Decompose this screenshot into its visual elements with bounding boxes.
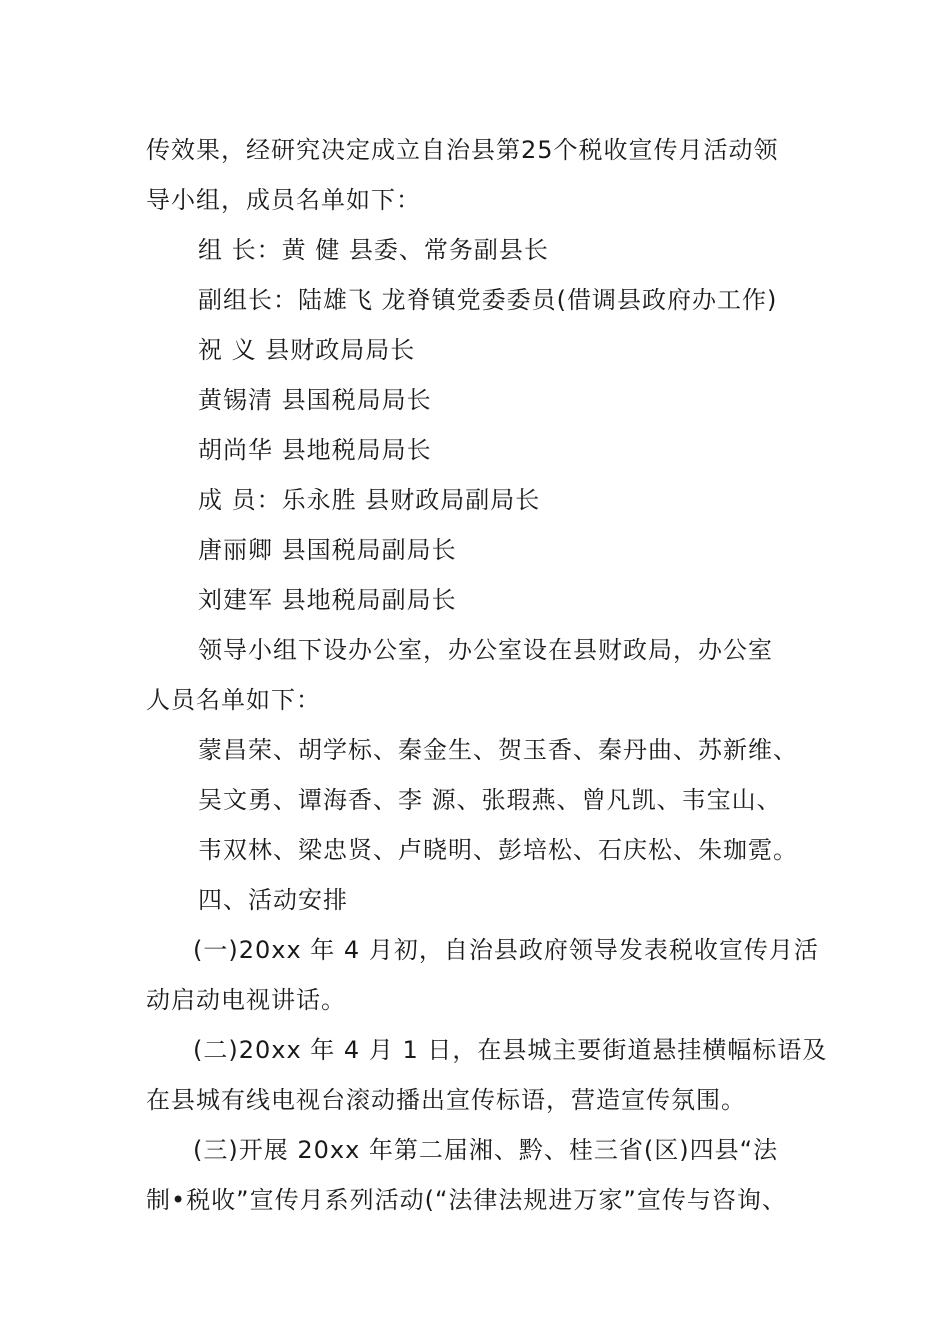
section-heading: 四、活动安排 xyxy=(198,886,348,914)
text-line: 成 员：乐永胜 县财政局副局长 xyxy=(198,486,541,514)
text-line: 韦双林、梁忠贤、卢晓明、彭培松、石庆松、朱珈霓。 xyxy=(198,836,798,864)
text-line: 动启动电视讲话。 xyxy=(146,986,346,1014)
text-line: (三)开展 20xx 年第二届湘、黔、桂三省(区)四县“法 xyxy=(193,1136,779,1164)
text-line: 唐丽卿 县国税局副局长 xyxy=(198,536,457,564)
text-line: 吴文勇、谭海香、李 源、张瑕燕、曾凡凯、韦宝山、 xyxy=(198,786,782,814)
text-line: (二)20xx 年 4 月 1 日，在县城主要街道悬挂横幅标语及 xyxy=(193,1036,828,1064)
text-line: 在县城有线电视台滚动播出宣传标语，营造宣传氛围。 xyxy=(146,1086,746,1114)
text-line: 祝 义 县财政局局长 xyxy=(198,336,416,364)
text-line: 胡尚华 县地税局局长 xyxy=(198,436,432,464)
text-line: 组 长：黄 健 县委、常务副县长 xyxy=(198,236,549,264)
text-line: 传效果，经研究决定成立自治县第25个税收宣传月活动领 xyxy=(146,136,779,164)
text-line: 人员名单如下： xyxy=(146,686,321,714)
text-line: (一)20xx 年 4 月初，自治县政府领导发表税收宣传月活 xyxy=(193,936,819,964)
text-line: 黄锡清 县国税局局长 xyxy=(198,386,432,414)
text-line: 领导小组下设办公室，办公室设在县财政局，办公室 xyxy=(198,636,773,664)
text-line: 刘建军 县地税局副局长 xyxy=(198,586,457,614)
text-line: 副组长：陆雄飞 龙脊镇党委委员(借调县政府办工作) xyxy=(198,286,778,314)
text-line: 制•税收”宣传月系列活动(“法律法规进万家”宣传与咨询、 xyxy=(146,1186,787,1214)
text-line: 蒙昌荣、胡学标、秦金生、贺玉香、秦丹曲、苏新维、 xyxy=(198,736,798,764)
text-line: 导小组，成员名单如下： xyxy=(146,186,421,214)
